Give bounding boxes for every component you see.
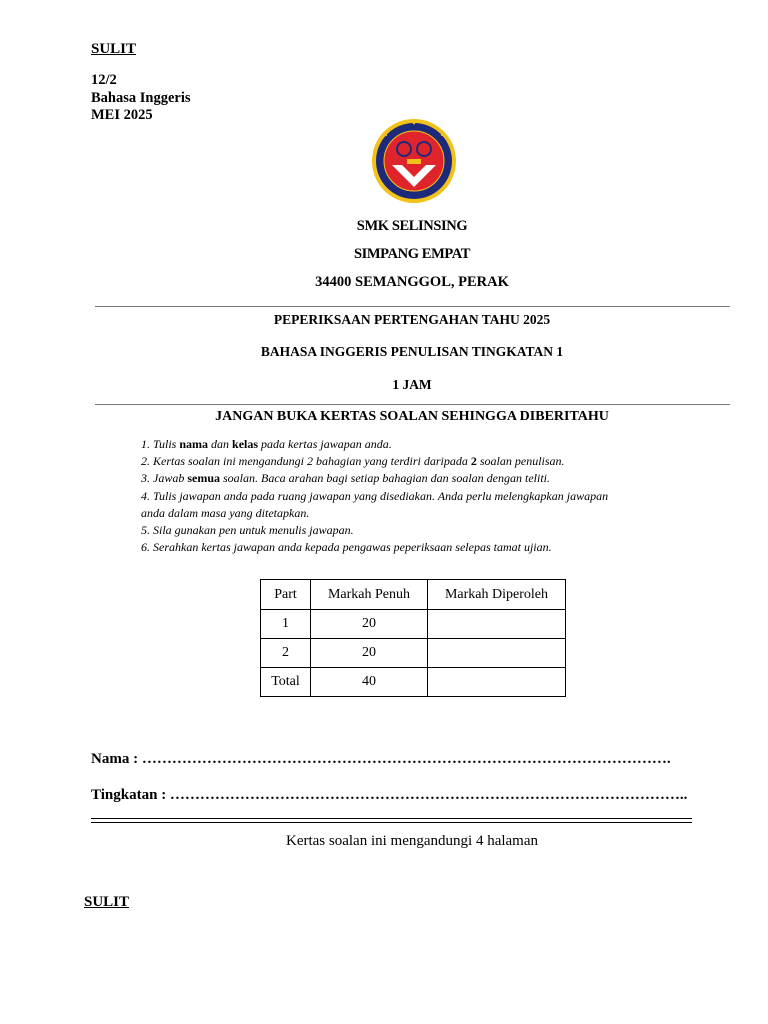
- instruction-item: 5. Sila gunakan pen untuk menulis jawapan.: [141, 523, 354, 538]
- subject-name: Bahasa Inggeris: [91, 89, 191, 106]
- tingkatan-dotted-line: : …………………………………………………………………………………………..: [157, 787, 688, 803]
- paper-code: 12/2: [91, 72, 117, 88]
- school-logo: [371, 117, 457, 205]
- table-cell-score-blank: [428, 668, 566, 697]
- table-header-row: [261, 580, 566, 610]
- exam-session: MEI 2025: [91, 107, 153, 123]
- table-cell: 20: [311, 610, 428, 639]
- instruction-item-continued: anda dalam masa yang ditetapkan.: [141, 505, 310, 520]
- table-cell: 20: [311, 639, 428, 668]
- table-row: [261, 668, 566, 697]
- nama-dotted-line: : …………………………………………………………………………………………….: [129, 751, 671, 767]
- sulit-label-bottom: SULIT: [84, 894, 130, 910]
- instruction-item: 2. Kertas soalan ini mengandungi 2 bahagian yang terdiri daripada 2 soalan penulisan.: [141, 454, 565, 469]
- instruction-item: 6. Serahkan kertas jawapan anda kepada pengawas peperiksaan selepas tamat ujian.: [141, 540, 552, 555]
- school-address: 34400 SEMANGGOL, PERAK: [315, 274, 509, 290]
- sulit-label-top: SULIT: [91, 41, 137, 57]
- table-header-cell: Markah Diperoleh: [428, 580, 566, 610]
- school-name: SMK SELINSING: [356, 218, 468, 234]
- exam-duration: 1 JAM: [392, 377, 432, 392]
- table-cell: Total: [261, 668, 311, 697]
- divider-bottom: [95, 404, 730, 405]
- table-cell: 2: [261, 639, 311, 668]
- divider-top: [95, 306, 730, 307]
- instruction-item: 1. Tulis nama dan kelas pada kertas jawapan anda.: [141, 437, 392, 451]
- instructions-list: [141, 436, 661, 556]
- table-cell: 40: [311, 668, 428, 697]
- double-divider: [91, 818, 692, 823]
- instruction-item: 4. Tulis jawapan anda pada ruang jawapan yang disediakan. Anda perlu melengkapkan jawapan: [141, 488, 609, 503]
- paper-info: [91, 72, 191, 125]
- table-header-cell: Markah Penuh: [311, 580, 428, 610]
- page-count-note: Kertas soalan ini mengandungi 4 halaman: [285, 833, 538, 849]
- marks-table: [260, 579, 566, 697]
- school-area: SIMPANG EMPAT: [353, 246, 471, 262]
- nama-label: Nama: [91, 751, 130, 767]
- table-cell-score-blank: [428, 610, 566, 639]
- exam-title: PEPERIKSAAN PERTENGAHAN TAHU 2025: [273, 312, 551, 327]
- table-row: [261, 610, 566, 639]
- nama-field: [91, 751, 671, 768]
- table-row: [261, 639, 566, 668]
- instruction-item: 3. Jawab semua soalan. Baca arahan bagi setiap bahagian dan soalan dengan teliti.: [141, 471, 551, 486]
- table-cell-score-blank: [428, 639, 566, 668]
- exam-paper: BAHASA INGGERIS PENULISAN TINGKATAN 1: [260, 344, 564, 359]
- table-cell: 1: [261, 610, 311, 639]
- warning-text: JANGAN BUKA KERTAS SOALAN SEHINGGA DIBERITAHU: [215, 409, 609, 424]
- tingkatan-label: Tingkatan: [91, 787, 158, 803]
- table-header-cell: Part: [261, 580, 311, 610]
- tingkatan-field: [91, 787, 687, 804]
